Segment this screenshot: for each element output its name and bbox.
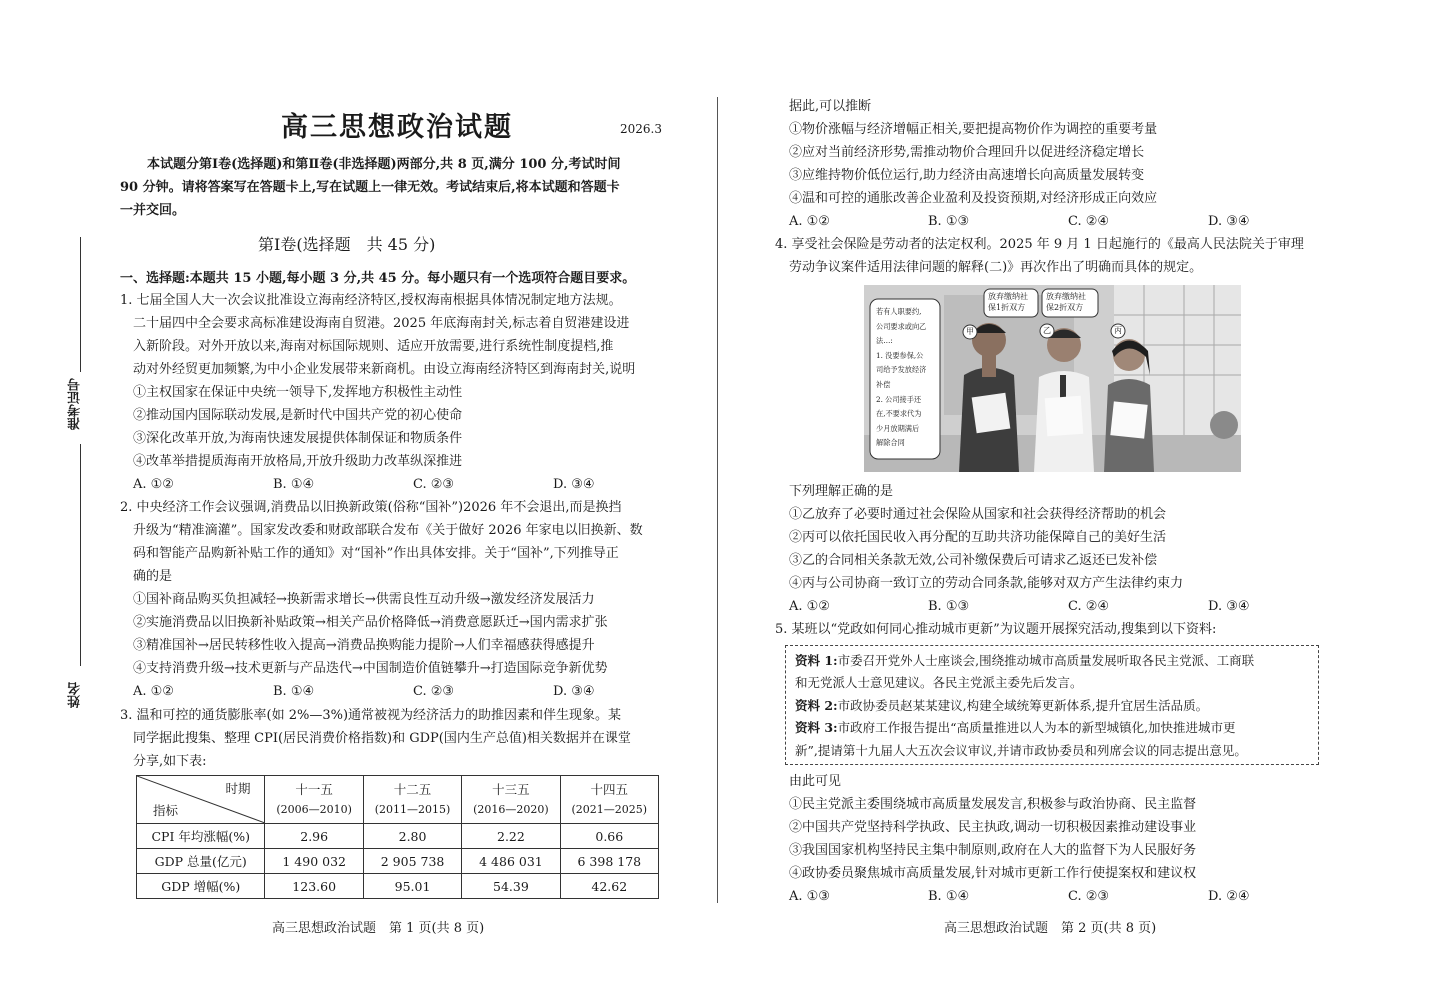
part-title: 一、选择题:本题共 15 小题,每小题 3 分,共 45 分。每小题只有一个选项符合题目要求。	[120, 271, 636, 286]
material-text: 和无党派人士意见建议。各民主党派主委先后发言。	[795, 675, 1083, 691]
period-years: (2021—2025)	[571, 802, 648, 816]
instructions-line-1: 本试题分第Ⅰ卷(选择题)和第Ⅱ卷(非选择题)两部分,共 8 页,满分 100 分,考试时间	[147, 157, 621, 172]
period-name: 十一五	[295, 781, 333, 797]
name-label: 姓名	[68, 682, 83, 708]
q5-item-2: ②中国共产党坚持科学执政、民主执政,调动一切积极因素推动建设事业	[789, 820, 1197, 835]
q3-item-1: ①物价涨幅与经济增幅正相关,要把提高物价作为调控的重要考量	[789, 122, 1158, 137]
q3-option-b[interactable]: B. ①③	[928, 214, 970, 229]
material-text: 市政府工作报告提出“高质量推进以人为本的新型城镇化,加快推进城市更	[837, 720, 1236, 736]
section-title: 第Ⅰ卷(选择题 共 45 分)	[258, 235, 436, 254]
speech-line: 解除合同	[876, 438, 905, 448]
q4-item-3: ③乙的合同相关条款无效,公司补缴保费后可请求乙返还已发补偿	[789, 553, 1158, 568]
q5-option-b[interactable]: B. ①④	[928, 889, 970, 904]
period-years: (2016—2020)	[473, 802, 549, 816]
speech-bubble-right	[1046, 291, 1086, 313]
q2-stem-1: 2. 中央经济工作会议强调,消费品以旧换新政策(俗称“国补”)2026 年不会退出,而是换挡	[120, 500, 622, 515]
q4-stem-1: 4. 享受社会保险是劳动者的法定权利。2025 年 9 月 1 日起施行的《最高人民法院关于审理	[775, 237, 1304, 252]
materials-text	[795, 650, 1254, 762]
speech-line: 公司要求或向乙	[876, 321, 927, 331]
q2-stem-2: 升级为“精准滴灌”。国家发改委和财政部联合发布《关于做好 2026 年家电以旧换新、数	[133, 523, 643, 538]
speech-line: 放弃缴纳社	[1046, 292, 1086, 301]
q2-option-c[interactable]: C. ②③	[413, 684, 455, 699]
material-line	[795, 672, 1254, 694]
q3-lead: 据此,可以推断	[789, 99, 872, 114]
material-text: 市委召开党外人士座谈会,围绕推动城市高质量发展听取各民主党派、工商联	[837, 653, 1255, 668]
speech-line: 在,不要求代为	[876, 409, 922, 419]
q2-option-d[interactable]: D. ③④	[553, 684, 595, 699]
page-2-footer: 高三思想政治试题 第 2 页(共 8 页)	[944, 921, 1157, 936]
q3-option-a[interactable]: A. ①②	[789, 214, 830, 229]
speech-line: 若有人职要约,	[876, 307, 922, 316]
q5-option-a[interactable]: A. ①③	[789, 889, 830, 904]
q4-lead: 下列理解正确的是	[789, 484, 894, 499]
row-label: GDP 总量(亿元)	[137, 849, 265, 874]
table-row	[137, 874, 659, 899]
speech-line: 司给予发放经济	[876, 365, 927, 375]
period-name: 十四五	[590, 781, 629, 797]
q2-item-4: ④支持消费升级→技术更新与产品迭代→中国制造价值链攀升→打造国际竞争新优势	[133, 661, 608, 676]
q4-item-4: ④丙与公司协商一致订立的劳动合同条款,能够对双方产生法律约束力	[789, 576, 1184, 591]
q2-stem-4: 确的是	[133, 569, 173, 584]
period-years: (2011—2015)	[374, 802, 451, 816]
label-yi: 乙	[1043, 326, 1051, 335]
q1-stem-4: 动对外经贸更加频繁,为中小企业发展带来新商机。由设立海南经济特区到海南封关,说明	[133, 362, 636, 377]
table-cell: 54.39	[462, 874, 560, 899]
binding-line	[80, 444, 81, 666]
q4-option-d[interactable]: D. ③④	[1208, 599, 1250, 614]
q5-stem: 5. 某班以“党政如何同心推动城市更新”为议题开展探究活动,搜集到以下资料:	[775, 622, 1217, 637]
q5-option-d[interactable]: D. ②④	[1208, 889, 1250, 904]
q3-option-c[interactable]: C. ②④	[1068, 214, 1110, 229]
q4-option-a[interactable]: A. ①②	[789, 599, 830, 614]
q4-item-1: ①乙放弃了必要时通过社会保险从国家和社会获得经济帮助的机会	[789, 507, 1167, 522]
table-cell: 1 490 032	[265, 849, 363, 874]
material-line	[795, 695, 1254, 717]
row-label: GDP 增幅(%)	[137, 874, 265, 899]
page-divider	[717, 97, 718, 903]
instructions-line-3: 一并交回。	[120, 203, 186, 218]
label-bing: 丙	[1114, 326, 1122, 335]
instructions-line-2: 90 分钟。请将答案写在答题卡上,写在试题上一律无效。考试结束后,将本试题和答题卡	[120, 180, 620, 195]
cpi-gdp-table	[136, 775, 659, 899]
q3-stem-1: 3. 温和可控的通货膨胀率(如 2%—3%)通常被视为经济活力的助推因素和伴生现象。某	[120, 708, 622, 723]
exam-id-label: 准考证号	[68, 378, 83, 430]
material-text: 市政协委员赵某某建议,构建全域统筹更新体系,提升宜居生活品质。	[837, 697, 1209, 713]
material-line	[795, 717, 1254, 739]
table-row	[137, 824, 659, 849]
period-name: 十二五	[393, 781, 432, 797]
q3-item-3: ③应维持物价低位运行,助力经济由高速增长向高质量发展转变	[789, 168, 1145, 183]
period-name: 十三五	[492, 781, 530, 797]
table-cell: 2 905 738	[363, 849, 461, 874]
table-header-row	[137, 776, 659, 824]
q3-item-2: ②应对当前经济形势,需推动物价合理回升以促进经济稳定增长	[789, 145, 1145, 160]
q1-option-a[interactable]: A. ①②	[133, 477, 174, 492]
table-cell: 4 486 031	[462, 849, 560, 874]
q1-item-1: ①主权国家在保证中央统一领导下,发挥地方积极性主动性	[133, 385, 463, 400]
q1-option-d[interactable]: D. ③④	[553, 477, 595, 492]
table-cell: 95.01	[363, 874, 461, 899]
period-header	[363, 776, 461, 824]
q1-stem-1: 1. 七届全国人大一次会议批准设立海南经济特区,授权海南根据具体情况制定地方法规。	[120, 293, 622, 308]
exam-title: 高三思想政治试题	[281, 112, 513, 143]
q3-option-d[interactable]: D. ③④	[1208, 214, 1250, 229]
speech-line: 保1折双方	[988, 303, 1026, 312]
q1-stem-3: 入新阶段。对外开放以来,海南对标国际规则、适应开放需要,进行系统性制度提档,推	[133, 339, 614, 354]
q5-item-4: ④政协委员聚焦城市高质量发展,针对城市更新工作行使提案权和建议权	[789, 866, 1197, 881]
period-years: (2006—2010)	[276, 802, 352, 816]
table-cell: 0.66	[560, 824, 658, 849]
q2-option-a[interactable]: A. ①②	[133, 684, 174, 699]
table-cell: 2.80	[363, 824, 461, 849]
speech-bubble-left	[876, 305, 938, 451]
table-cell: 2.22	[462, 824, 560, 849]
q2-stem-3: 码和智能产品购新补贴工作的通知》对“国补”作出具体安排。关于“国补”,下列推导正	[133, 546, 619, 561]
q1-item-4: ④改革举措提质海南开放格局,开放升级助力改革纵深推进	[133, 454, 463, 469]
q4-stem-2: 劳动争议案件适用法律问题的解释(二)》再次作出了明确而具体的规定。	[789, 260, 1203, 275]
q4-option-c[interactable]: C. ②④	[1068, 599, 1110, 614]
q1-option-c[interactable]: C. ②③	[413, 477, 455, 492]
page-1-footer: 高三思想政治试题 第 1 页(共 8 页)	[272, 921, 485, 936]
exam-date: 2026.3	[620, 122, 662, 136]
table-cell: 123.60	[265, 874, 363, 899]
q2-option-b[interactable]: B. ①④	[273, 684, 315, 699]
q4-option-b[interactable]: B. ①③	[928, 599, 970, 614]
speech-line: 保2折双方	[1046, 303, 1084, 312]
material-line	[795, 650, 1254, 672]
q3-stem-3: 分享,如下表:	[133, 754, 207, 769]
speech-bubble-middle	[988, 291, 1028, 313]
table-row	[137, 849, 659, 874]
period-header	[560, 776, 658, 824]
table-cell: 2.96	[265, 824, 363, 849]
speech-line: 1. 没要参保,公	[876, 350, 924, 360]
q1-stem-2: 二十届四中全会要求高标准建设海南自贸港。2025 年底海南封关,标志着自贸港建设进	[133, 316, 630, 331]
material-text: 新”,提请第十九届人大五次会议审议,并请市政协委员和列席会议的同志提出意见。	[795, 742, 1247, 758]
material-label: 资料 1:	[795, 653, 838, 668]
q5-lead: 由此可见	[789, 774, 842, 789]
material-label: 资料 3:	[795, 720, 838, 736]
q2-item-3: ③精准国补→居民转移性收入提高→消费品换购能力提阶→人们幸福感获得感提升	[133, 638, 595, 653]
q5-item-1: ①民主党派主委围绕城市高质量发展发言,积极参与政治协商、民主监督	[789, 797, 1197, 812]
speech-line: 2. 公司接手还	[876, 394, 922, 404]
q4-item-2: ②丙可以依托国民收入再分配的互助共济功能保障自己的美好生活	[789, 530, 1167, 545]
cartoon-illustration	[864, 285, 1241, 472]
binding-line	[80, 237, 81, 372]
q5-item-3: ③我国国家机构坚持民主集中制原则,政府在人大的监督下为人民服好务	[789, 843, 1197, 858]
speech-line: 放弃缴纳社	[988, 292, 1028, 301]
q3-item-4: ④温和可控的通胀改善企业盈利及投资预期,对经济形成正向效应	[789, 191, 1158, 206]
q2-item-2: ②实施消费品以旧换新补贴政策→相关产品价格降低→消费意愿跃迁→国内需求扩张	[133, 615, 608, 630]
speech-line: 少月放期满后	[876, 423, 920, 433]
material-line	[795, 740, 1254, 762]
speech-line: 补偿	[876, 379, 891, 389]
speech-line: 法…:	[876, 336, 893, 346]
table-cell: 6 398 178	[560, 849, 658, 874]
q1-item-3: ③深化改革开放,为海南快速发展提供体制保证和物质条件	[133, 431, 463, 446]
label-jia: 甲	[966, 327, 974, 336]
row-label: CPI 年均涨幅(%)	[137, 824, 265, 849]
q3-stem-2: 同学据此搜集、整理 CPI(居民消费价格指数)和 GDP(国内生产总值)相关数据并在课堂	[133, 731, 631, 746]
q1-item-2: ②推动国内国际联动发展,是新时代中国共产党的初心使命	[133, 408, 463, 423]
table-cell: 42.62	[560, 874, 658, 899]
q2-item-1: ①国补商品购买负担减轻→换新需求增长→供需良性互动升级→激发经济发展活力	[133, 592, 595, 607]
q1-option-b[interactable]: B. ①④	[273, 477, 315, 492]
material-label: 资料 2:	[795, 697, 838, 713]
period-header	[462, 776, 560, 824]
table-corner-cell	[137, 776, 265, 824]
q5-option-c[interactable]: C. ②③	[1068, 889, 1110, 904]
corner-indicator-label: 指标	[153, 803, 179, 818]
corner-period-label: 时期	[225, 781, 251, 796]
period-header	[265, 776, 363, 824]
